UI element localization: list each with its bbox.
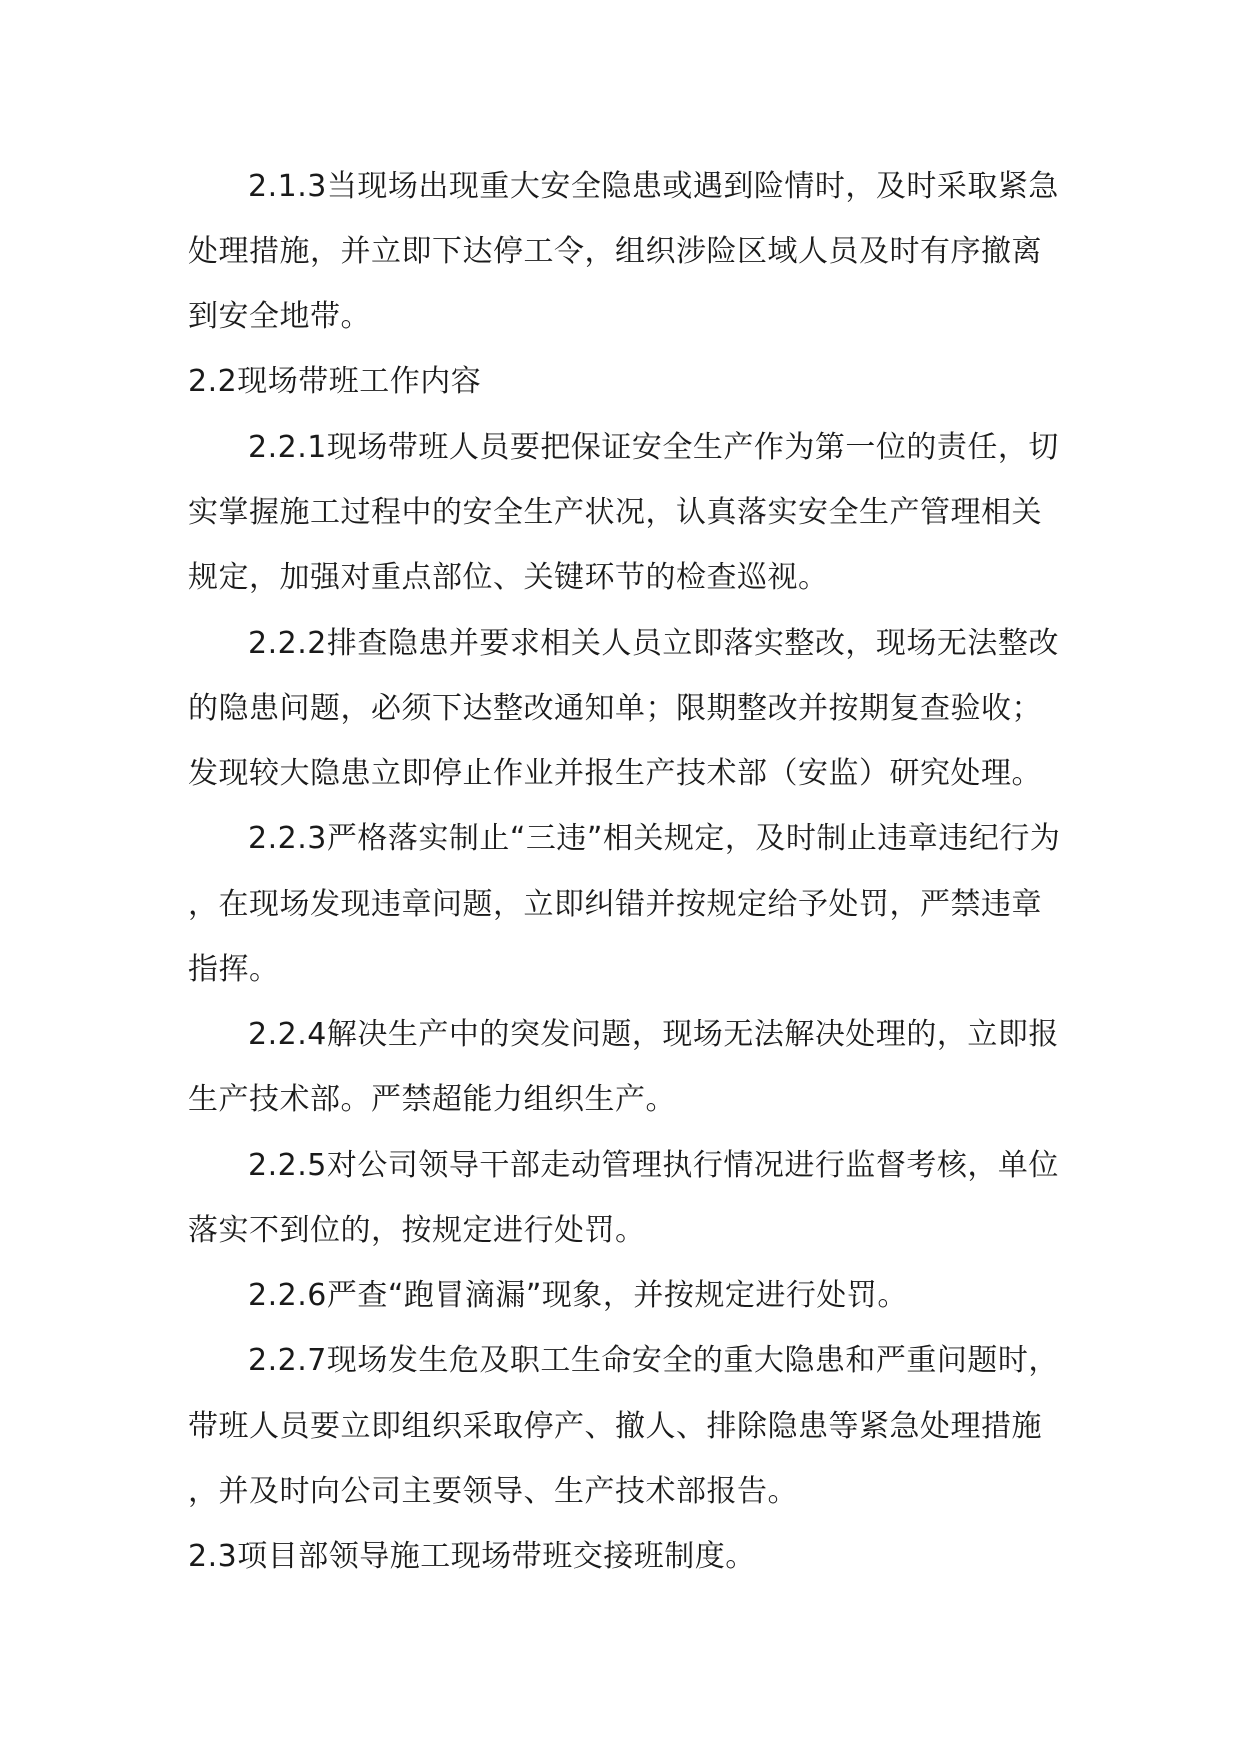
paragraph-2-2-3-line-3: 指挥。 <box>188 952 280 987</box>
paragraph-2-2-5-line-2: 落实不到位的，按规定进行处罚。 <box>188 1213 646 1248</box>
paragraph-2-2-7-line-1: 2.2.7现场发生危及职工生命安全的重大隐患和严重问题时， <box>248 1343 1059 1378</box>
paragraph-2-2-3-line-1: 2.2.3严格落实制止“三违”相关规定，及时制止违章违纪行为 <box>248 821 1061 856</box>
paragraph-2-2-2-line-1: 2.2.2排查隐患并要求相关人员立即落实整改，现场无法整改 <box>248 626 1059 661</box>
paragraph-2-2-4-line-1: 2.2.4解决生产中的突发问题，现场无法解决处理的，立即报 <box>248 1017 1059 1052</box>
paragraph-2-1-3-line-2: 处理措施，并立即下达停工令，组织涉险区域人员及时有序撤离 <box>188 234 1042 269</box>
paragraph-2-2-1-line-1: 2.2.1现场带班人员要把保证安全生产作为第一位的责任，切 <box>248 430 1059 465</box>
paragraph-2-2-1-line-3: 规定，加强对重点部位、关键环节的检查巡视。 <box>188 560 829 595</box>
paragraph-2-2-2-line-3: 发现较大隐患立即停止作业并报生产技术部（安监）研究处理。 <box>188 756 1042 791</box>
paragraph-2-2-4-line-2: 生产技术部。严禁超能力组织生产。 <box>188 1082 676 1117</box>
paragraph-2-1-3-line-1: 2.1.3当现场出现重大安全隐患或遇到险情时，及时采取紧急 <box>248 169 1059 204</box>
paragraph-2-2-2-line-2: 的隐患问题，必须下达整改通知单；限期整改并按期复查验收； <box>188 691 1042 726</box>
paragraph-2-2-1-line-2: 实掌握施工过程中的安全生产状况，认真落实安全生产管理相关 <box>188 495 1042 530</box>
paragraph-2-2-3-line-2: ，在现场发现违章问题，立即纠错并按规定给予处罚，严禁违章 <box>188 887 1042 922</box>
paragraph-2-2-6-line-1: 2.2.6严查“跑冒滴漏”现象，并按规定进行处罚。 <box>248 1278 908 1313</box>
paragraph-2-2-5-line-1: 2.2.5对公司领导干部走动管理执行情况进行监督考核，单位 <box>248 1148 1059 1183</box>
paragraph-2-2-7-line-2: 带班人员要立即组织采取停产、撤人、排除隐患等紧急处理措施 <box>188 1409 1042 1444</box>
section-heading-2-2: 2.2现场带班工作内容 <box>188 364 482 399</box>
paragraph-2-2-7-line-3: ，并及时向公司主要领导、生产技术部报告。 <box>188 1474 798 1509</box>
paragraph-2-1-3-line-3: 到安全地带。 <box>188 299 371 334</box>
section-heading-2-3: 2.3项目部领导施工现场带班交接班制度。 <box>188 1539 756 1574</box>
